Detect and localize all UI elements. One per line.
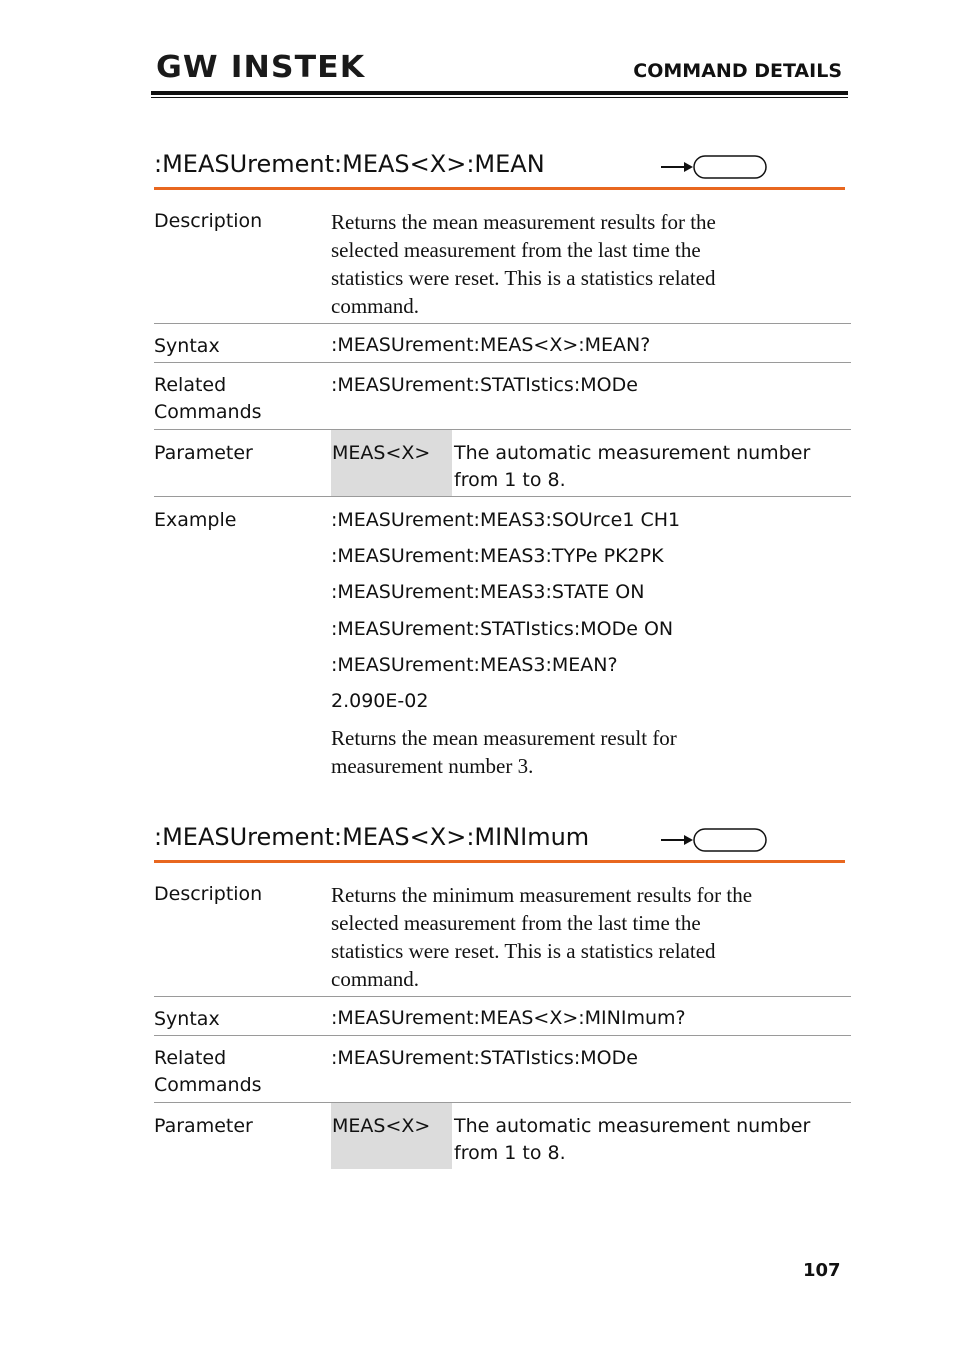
param-desc-line: The automatic measurement number — [454, 1115, 811, 1137]
gw-instek-logo: GW INSTEK — [156, 50, 366, 85]
param-description — [454, 440, 844, 494]
syntax-value: :MEASUrement:MEAS<X>:MEAN? — [331, 334, 651, 356]
related-label-line: Commands — [154, 401, 262, 423]
related-label — [154, 372, 262, 426]
syntax-value: :MEASUrement:MEAS<X>:MINImum? — [331, 1007, 686, 1029]
description-line: command. — [331, 294, 420, 318]
section-title-minimum: :MEASUrement:MEAS<X>:MINImum — [154, 823, 590, 851]
example-line: 2.090E-02 — [331, 690, 429, 712]
related-label — [154, 1045, 262, 1099]
description-line: Returns the minimum measurement results for the — [331, 883, 753, 907]
example-line: :MEASUrement:MEAS3:SOUrce1 CH1 — [331, 509, 681, 531]
description-line: Returns the mean measurement results for the — [331, 210, 716, 234]
example-note-line: measurement number 3. — [331, 754, 534, 778]
description-line: statistics were reset. This is a statistics related — [331, 266, 716, 290]
parameter-label: Parameter — [154, 1115, 253, 1137]
syntax-label: Syntax — [154, 335, 220, 357]
related-value: :MEASUrement:STATIstics:MODe — [331, 1047, 638, 1069]
description-line: command. — [331, 967, 420, 991]
related-value: :MEASUrement:STATIstics:MODe — [331, 374, 638, 396]
section-rule — [154, 187, 845, 190]
description-line: selected measurement from the last time the — [331, 238, 701, 262]
section-title-mean: :MEASUrement:MEAS<X>:MEAN — [154, 150, 545, 178]
row-divider — [154, 323, 851, 324]
page-number: 107 — [803, 1260, 841, 1281]
param-name: MEAS<X> — [332, 442, 431, 464]
example-note — [331, 724, 846, 780]
example-line: :MEASUrement:MEAS3:MEAN? — [331, 654, 618, 676]
header-rule-thin — [151, 97, 848, 98]
example-line: :MEASUrement:STATIstics:MODe ON — [331, 618, 674, 640]
description-line: statistics were reset. This is a statistics related — [331, 939, 716, 963]
section-rule — [154, 860, 845, 863]
example-label: Example — [154, 509, 237, 531]
syntax-label: Syntax — [154, 1008, 220, 1030]
param-desc-line: The automatic measurement number — [454, 442, 811, 464]
example-line: :MEASUrement:MEAS3:TYPe PK2PK — [331, 545, 664, 567]
related-label-line: Related — [154, 1047, 227, 1069]
param-desc-line: from 1 to 8. — [454, 469, 566, 491]
row-divider — [154, 496, 851, 497]
row-divider — [154, 362, 851, 363]
parameter-label: Parameter — [154, 442, 253, 464]
row-divider — [154, 429, 851, 430]
param-desc-line: from 1 to 8. — [454, 1142, 566, 1164]
row-divider — [154, 996, 851, 997]
related-label-line: Commands — [154, 1074, 262, 1096]
query-icon — [660, 827, 768, 853]
query-icon — [660, 154, 768, 180]
header-rule — [151, 91, 848, 95]
description-text — [331, 881, 846, 993]
related-label-line: Related — [154, 374, 227, 396]
header-section-label: COMMAND DETAILS — [633, 60, 842, 82]
row-divider — [154, 1102, 851, 1103]
example-line: :MEASUrement:MEAS3:STATE ON — [331, 581, 645, 603]
param-name: MEAS<X> — [332, 1115, 431, 1137]
description-label: Description — [154, 210, 263, 232]
description-line: selected measurement from the last time the — [331, 911, 701, 935]
example-note-line: Returns the mean measurement result for — [331, 726, 677, 750]
description-text — [331, 208, 846, 320]
description-label: Description — [154, 883, 263, 905]
param-description — [454, 1113, 844, 1167]
row-divider — [154, 1035, 851, 1036]
